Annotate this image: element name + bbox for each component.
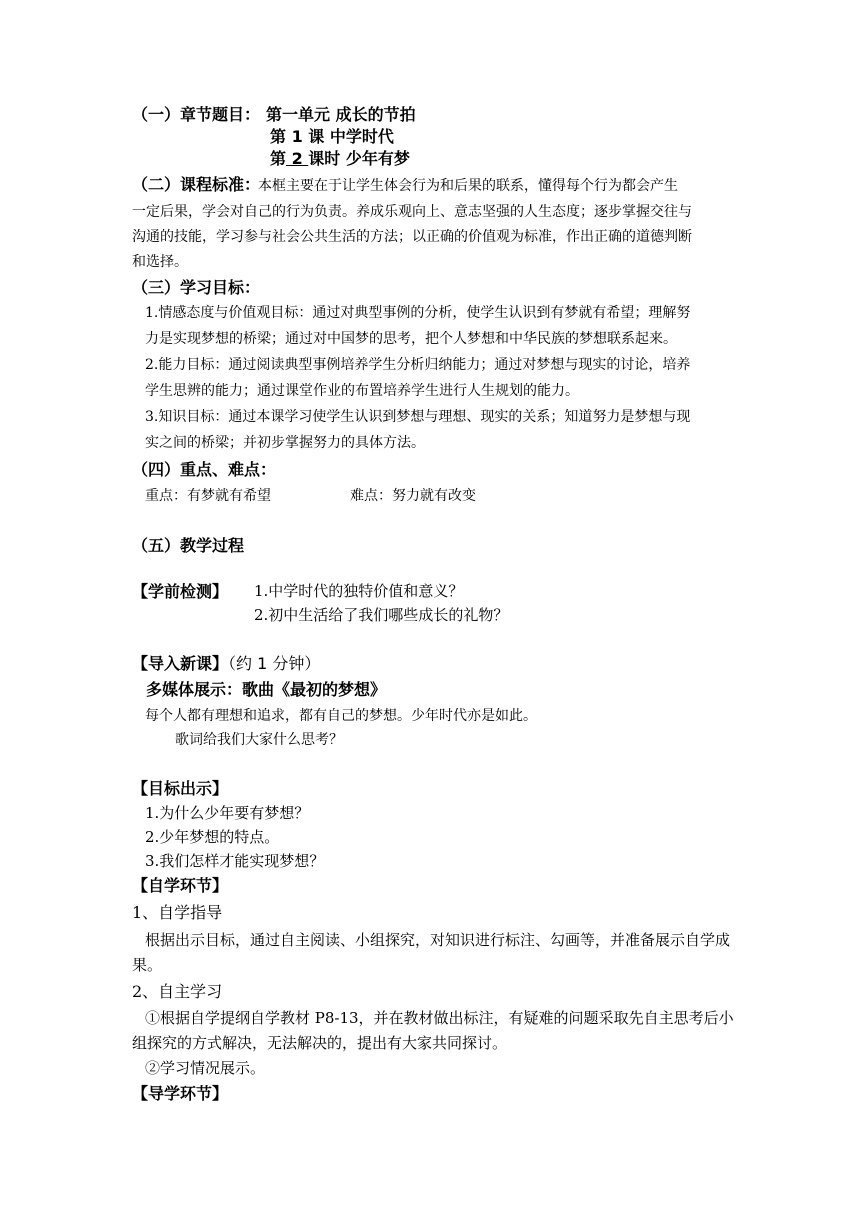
objective-line: 力是实现梦想的桥梁；通过对中国梦的思考，把个人梦想和中华民族的梦想联系起来。 <box>145 331 677 347</box>
unit-title: 第一单元 成长的节拍 <box>266 105 416 124</box>
intro-heading <box>132 656 320 672</box>
study-line: 组探究的方式解决，无法解决的，提出有大家共同探讨。 <box>132 1034 508 1052</box>
difficult-point: 难点：努力就有改变 <box>350 488 476 504</box>
standard-line: 一定后果，学会对自己的行为负责。养成乐观向上、意志坚强的人生态度；逐步掌握交往与 <box>132 204 692 220</box>
precheck-item: 2.初中生活给了我们哪些成长的礼物？ <box>254 606 509 624</box>
goal-item: 3.我们怎样才能实现梦想？ <box>145 852 325 870</box>
study-line: ①根据自学提纲自学教材 P8-13，并在教材做出标注，有疑难的问题采取先自主思考后小 <box>145 1009 734 1027</box>
objective-line: 实之间的桥梁；并初步掌握努力的具体方法。 <box>145 435 425 451</box>
study-line: ②学习情况展示。 <box>145 1059 266 1077</box>
keypoints-label: （四）重点、难点： <box>132 460 277 479</box>
goal-item: 2.少年梦想的特点。 <box>145 828 280 846</box>
intro-label: 【导入新课】 <box>132 654 229 673</box>
media-display: 多媒体展示：歌曲《最初的梦想》 <box>146 680 387 699</box>
key-point: 重点：有梦就有希望 <box>145 488 271 504</box>
goal-item: 1.为什么少年要有梦想？ <box>145 804 310 822</box>
chapter-label: （一）章节题目： <box>132 105 261 124</box>
period-title: 第 2 课时 少年有梦 <box>270 149 410 168</box>
guided-label: 【导学环节】 <box>132 1084 229 1103</box>
intro-text: 每个人都有理想和追求，都有自己的梦想。少年时代亦是如此。 <box>145 708 537 724</box>
standard-line: 和选择。 <box>132 254 188 270</box>
objectives-label: （三）学习目标： <box>132 278 261 297</box>
standard-line: 本框主要在于让学生体会行为和后果的联系，懂得每个行为都会产生 <box>258 178 678 194</box>
standard-line: 沟通的技能，学习参与社会公共生活的方法；以正确的价值观为标准，作出正确的道德判断 <box>132 229 692 245</box>
lesson-title: 第 1 课 中学时代 <box>270 127 394 146</box>
precheck-label: 【学前检测】 <box>132 582 229 601</box>
goals-label: 【目标出示】 <box>132 779 229 798</box>
period-number: 2 <box>286 149 309 168</box>
objective-line: 1.情感态度与价值观目标：通过对典型事例的分析，使学生认识到有梦就有希望；理解努 <box>145 305 691 321</box>
process-label: （五）教学过程 <box>132 536 245 555</box>
guide-line: 根据出示目标，通过自主阅读、小组探究，对知识进行标注、勾画等，并准备展示自学成 <box>145 931 731 949</box>
objective-line: 3.知识目标：通过本课学习使学生认识到梦想与理想、现实的关系；知道努力是梦想与现 <box>145 409 691 425</box>
objective-line: 学生思辨的能力；通过课堂作业的布置培养学生进行人生规划的能力。 <box>145 383 579 399</box>
standard-label: （二）课程标准： <box>132 175 261 194</box>
selfstudy-label: 【自学环节】 <box>132 876 229 895</box>
guide-title: 1、自学指导 <box>132 903 223 922</box>
study-title: 2、自主学习 <box>132 982 223 1001</box>
intro-duration: （约 1 分钟） <box>228 654 321 673</box>
objective-line: 2.能力目标：通过阅读典型事例培养学生分析归纳能力；通过对梦想与现实的讨论，培养 <box>145 357 691 373</box>
precheck-item: 1.中学时代的独特价值和意义？ <box>254 582 464 600</box>
intro-question: 歌词给我们大家什么思考？ <box>175 732 343 748</box>
guide-line: 果。 <box>132 956 163 974</box>
